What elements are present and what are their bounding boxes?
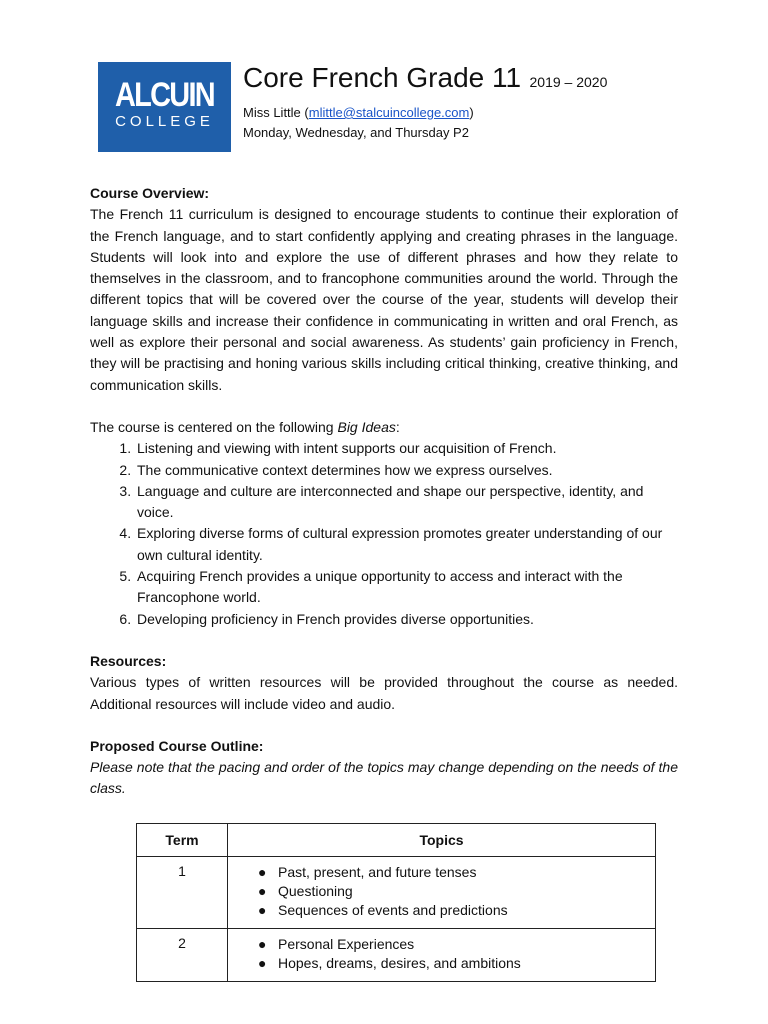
topic-item — [258, 954, 655, 973]
logo-main-text: ALCUIN — [115, 76, 214, 114]
resources-paragraph: Various types of written resources will be provided throughout the course as needed. Additional resources will include video and audio. — [90, 674, 678, 712]
topics-cell — [228, 857, 656, 929]
school-year: 2019 – 2020 — [529, 74, 608, 90]
course-title: Core French Grade 11 — [243, 62, 522, 93]
list-item: 5. Acquiring French provides a unique opportunity to access and interact with the Francophone world. — [135, 566, 678, 609]
outline-note: Please note that the pacing and order of the topics may change depending on the needs of the class. — [90, 759, 678, 797]
table-row — [137, 857, 656, 929]
topic-text: Questioning — [278, 883, 353, 899]
teacher-email-link[interactable]: mlittle@stalcuincollege.com — [308, 105, 470, 120]
spacer — [90, 396, 678, 417]
topic-text: Past, present, and future tenses — [278, 864, 477, 880]
resources-heading: Resources: — [90, 652, 167, 669]
list-item: 1. Listening and viewing with intent supports our acquisition of French. — [135, 438, 678, 459]
list-item: 3. Language and culture are interconnected and shape our perspective, identity, and voice. — [135, 481, 678, 524]
list-item: 4. Exploring diverse forms of cultural expression promotes greater understanding of our own cultural identity. — [135, 523, 678, 566]
topic-text: Sequences of events and predictions — [278, 902, 508, 918]
big-ideas-intro-text: The course is centered on the following — [90, 418, 338, 435]
bullet-icon: ● — [258, 902, 267, 918]
header-block — [243, 61, 607, 143]
topics-list — [228, 863, 655, 920]
bullet-icon: ● — [258, 864, 267, 880]
course-outline-table — [136, 823, 656, 982]
topics-cell — [228, 929, 656, 982]
teacher-line — [243, 103, 607, 123]
list-item: 6. Developing proficiency in French provides diverse opportunities. — [135, 609, 678, 630]
logo-sub-text: COLLEGE — [115, 113, 214, 130]
big-ideas-emphasis: Big Ideas — [337, 418, 396, 435]
paren-open: ( — [304, 105, 309, 120]
overview-paragraph: The French 11 curriculum is designed to encourage students to continue their exploration of the French language, and to start confidently applying and creating phrases in the language. Students will look into and explore the use of different phrases and how they relate to themselves in the classroom, and to francophone communities around the world. Through the different topics that will be covered over the course of the year, students will develop their language skills and increase their confidence in communicating in written and oral French, as well as explore their personal and social awareness. As students’ gain proficiency in French, they will be practising and honing various skills including critical thinking, creative thinking, and communication skills. — [90, 206, 678, 393]
big-ideas-intro — [90, 417, 678, 438]
topic-text: Hopes, dreams, desires, and ambitions — [278, 955, 521, 971]
topic-item — [258, 863, 655, 882]
bullet-icon: ● — [258, 883, 267, 899]
term-cell: 2 — [137, 929, 228, 982]
topic-item — [258, 901, 655, 920]
overview-heading: Course Overview: — [90, 185, 210, 201]
list-item: 2. The communicative context determines how we express ourselves. — [135, 460, 678, 481]
paren-close: ) — [469, 105, 474, 120]
big-ideas-colon: : — [395, 418, 400, 435]
bullet-icon: ● — [258, 936, 267, 952]
term-cell: 1 — [137, 857, 228, 929]
table-header-row — [137, 824, 656, 857]
topic-item — [258, 882, 655, 901]
spacer — [90, 630, 678, 651]
title-line — [243, 61, 607, 95]
bullet-icon: ● — [258, 955, 267, 971]
outline-heading: Proposed Course Outline: — [90, 737, 264, 754]
topics-list — [228, 935, 655, 973]
spacer — [90, 715, 678, 736]
column-header-term: Term — [137, 824, 228, 857]
topic-text: Personal Experiences — [278, 936, 415, 952]
class-schedule: Monday, Wednesday, and Thursday P2 — [243, 125, 469, 140]
big-ideas-list — [90, 438, 678, 630]
teacher-name: Miss Little — [243, 105, 301, 120]
column-header-topics: Topics — [228, 824, 656, 857]
document-body — [90, 183, 678, 800]
topic-item — [258, 935, 655, 954]
table-row — [137, 929, 656, 982]
college-logo — [98, 62, 231, 152]
